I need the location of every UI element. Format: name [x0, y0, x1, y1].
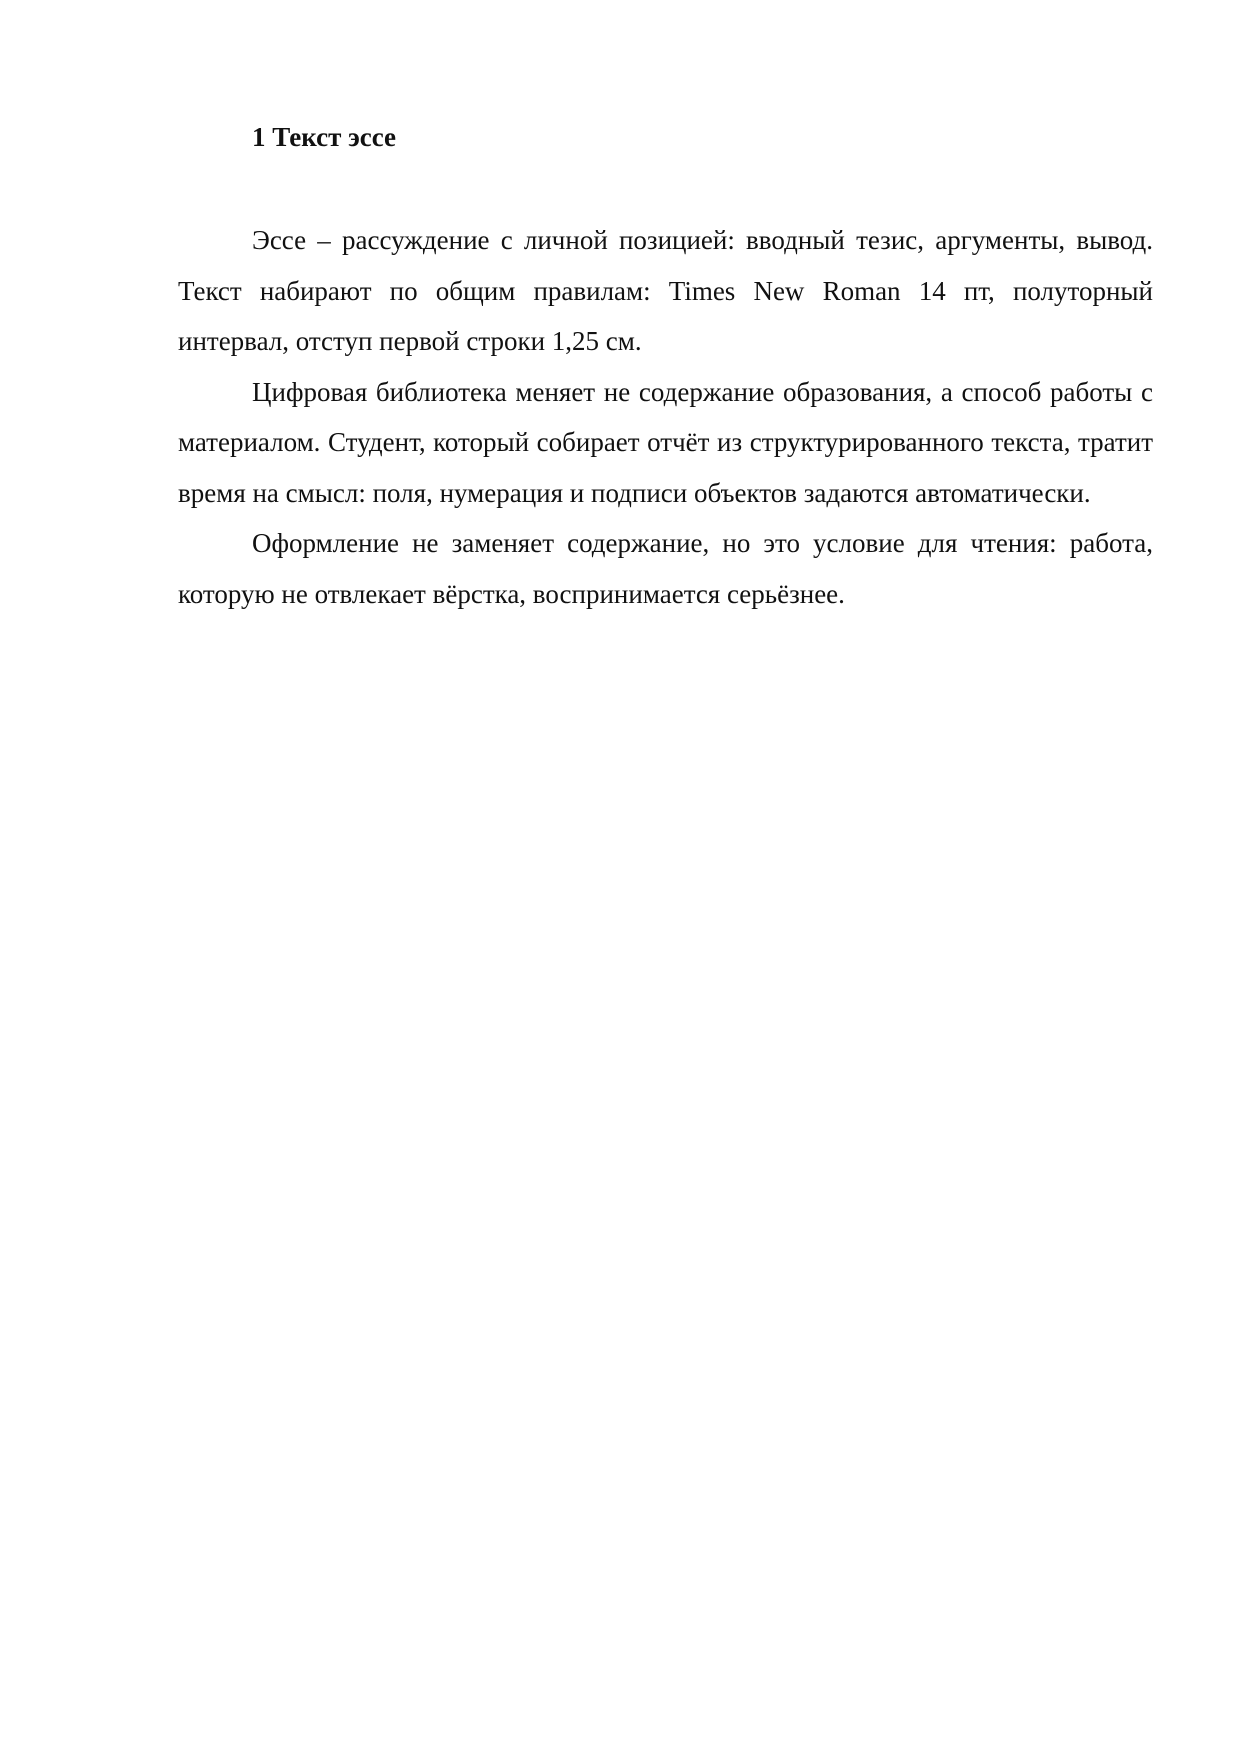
section-heading: 1 Текст эссе [252, 122, 397, 152]
paragraph-conclusion: Оформление не заменяет содержание, но это условие для чтения: работа, которую не отвлекает вёрстка, воспринимается серьёзнее. [178, 528, 1153, 609]
heading-spacer [178, 162, 1153, 215]
page-content [178, 112, 1153, 619]
paragraph-digital-library: Цифровая библиотека меняет не содержание образования, а способ работы с материалом. Студент, который собирает отчёт из структурированного текста, тратит время на смысл: поля, нумерация и подписи объектов задаются автоматически. [178, 376, 1153, 508]
paragraph-intro: Эссе – рассуждение с личной позицией: вводный тезис, аргументы, вывод. Текст набирают по общим правилам: Times New Roman 14 пт, полуторный интервал, отступ первой строки 1,25 см. [178, 225, 1153, 356]
